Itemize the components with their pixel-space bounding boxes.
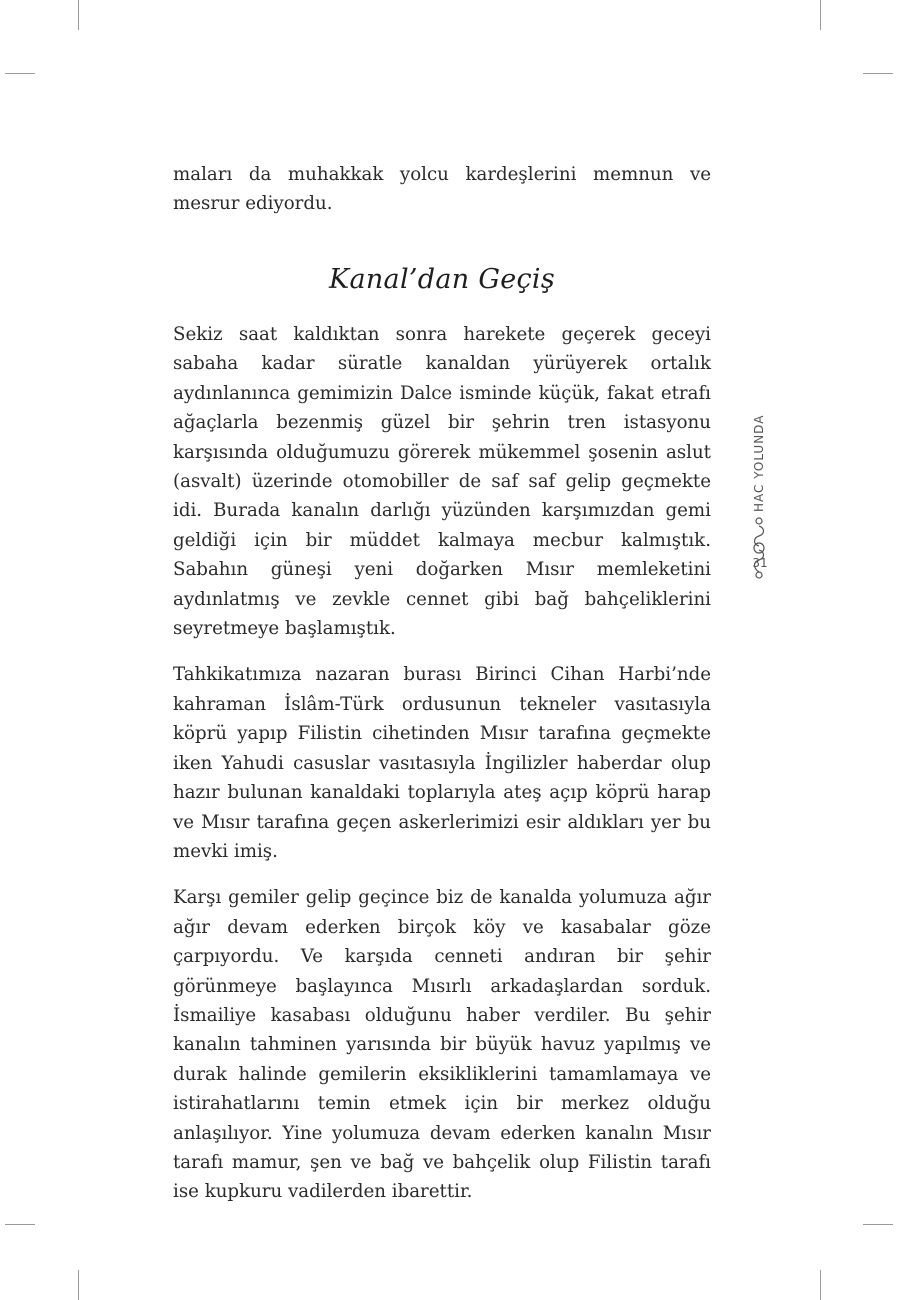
section-title: Kanal’dan Geçiş <box>329 264 555 295</box>
body-text <box>173 320 711 1224</box>
carryover-text-block <box>173 160 711 218</box>
running-header <box>745 360 773 580</box>
paragraph-1: Sekiz saat kaldıktan sonra harekete geçerek geceyi sabaha kadar süratle kanaldan yürüyerek ortalık aydınlanınca gemimizin Dalce isminde küçük, fakat etrafı ağaçlarla bezenmiş güzel bir şehrin tren istasyonu karşısında olduğumuzu görerek mükemmel şosenin aslut (asvalt) üzerinde otomobiller de saf saf gelip geçmekte idi. Burada kanalın darlığı yüzünden karşımızdan gemi geldiği için bir müddet kalmaya mecbur kalmıştık. Sabahın güneşi yeni doğarken Mısır memleketini aydınlatmış ve zevkle cennet gibi bağ bahçeliklerini seyretmeye başlamıştık. <box>173 324 711 640</box>
crop-mark-bottom-right <box>820 1270 821 1300</box>
crop-mark-left-top <box>5 73 35 74</box>
crop-mark-left-bottom <box>5 1224 35 1225</box>
paragraph-3: Karşı gemiler gelip geçince biz de kanalda yolumuza ağır ağır devam ederken birçok köy ve kasabalar göze çarpıyordu. Ve karşıda cenneti andıran bir şehir görünmeye başlayınca Mısırlı arkadaşlardan sorduk. İsmailiye kasabası olduğunu haber verdiler. Bu şehir kanalın tahminen yarısında bir büyük havuz yapılmış ve durak halinde gemilerin eksikliklerini tamamlamaya ve istirahatlarını temin etmek için bir merkez olduğu anlaşılıyor. Yine yolumuza devam ederken kanalın Mısır tarafı mamur, şen ve bağ ve bahçelik olup Filistin tarafı ise kupkuru vadilerden ibarettir. <box>173 887 711 1203</box>
crop-mark-right-bottom <box>863 1224 893 1225</box>
paragraph-2: Tahkikatımıza nazaran burası Birinci Cihan Harbi’nde kahraman İslâm-Türk ordusunun tekneler vasıtasıyla köprü yapıp Filistin cihetinden Mısır tarafına geçmekte iken Yahudi casuslar vasıtasıyla İngilizler haberdar olup hazır bulunan kanaldaki toplarıyla ateş açıp köprü harap ve Mısır tarafına geçen askerlerimizi esir aldıkları yer bu mevki imiş. <box>173 664 711 862</box>
running-title: HAC YOLUNDA <box>752 414 766 512</box>
crop-mark-top-left <box>78 0 79 30</box>
page-number: 31 <box>752 556 768 570</box>
crop-mark-top-right <box>820 0 821 30</box>
swirl-ornament-icon <box>751 516 767 580</box>
crop-mark-bottom-left <box>78 1270 79 1300</box>
crop-mark-right-top <box>863 73 893 74</box>
carryover-paragraph: maları da muhakkak yolcu kardeşlerini memnun ve mesrur ediyordu. <box>173 164 711 214</box>
